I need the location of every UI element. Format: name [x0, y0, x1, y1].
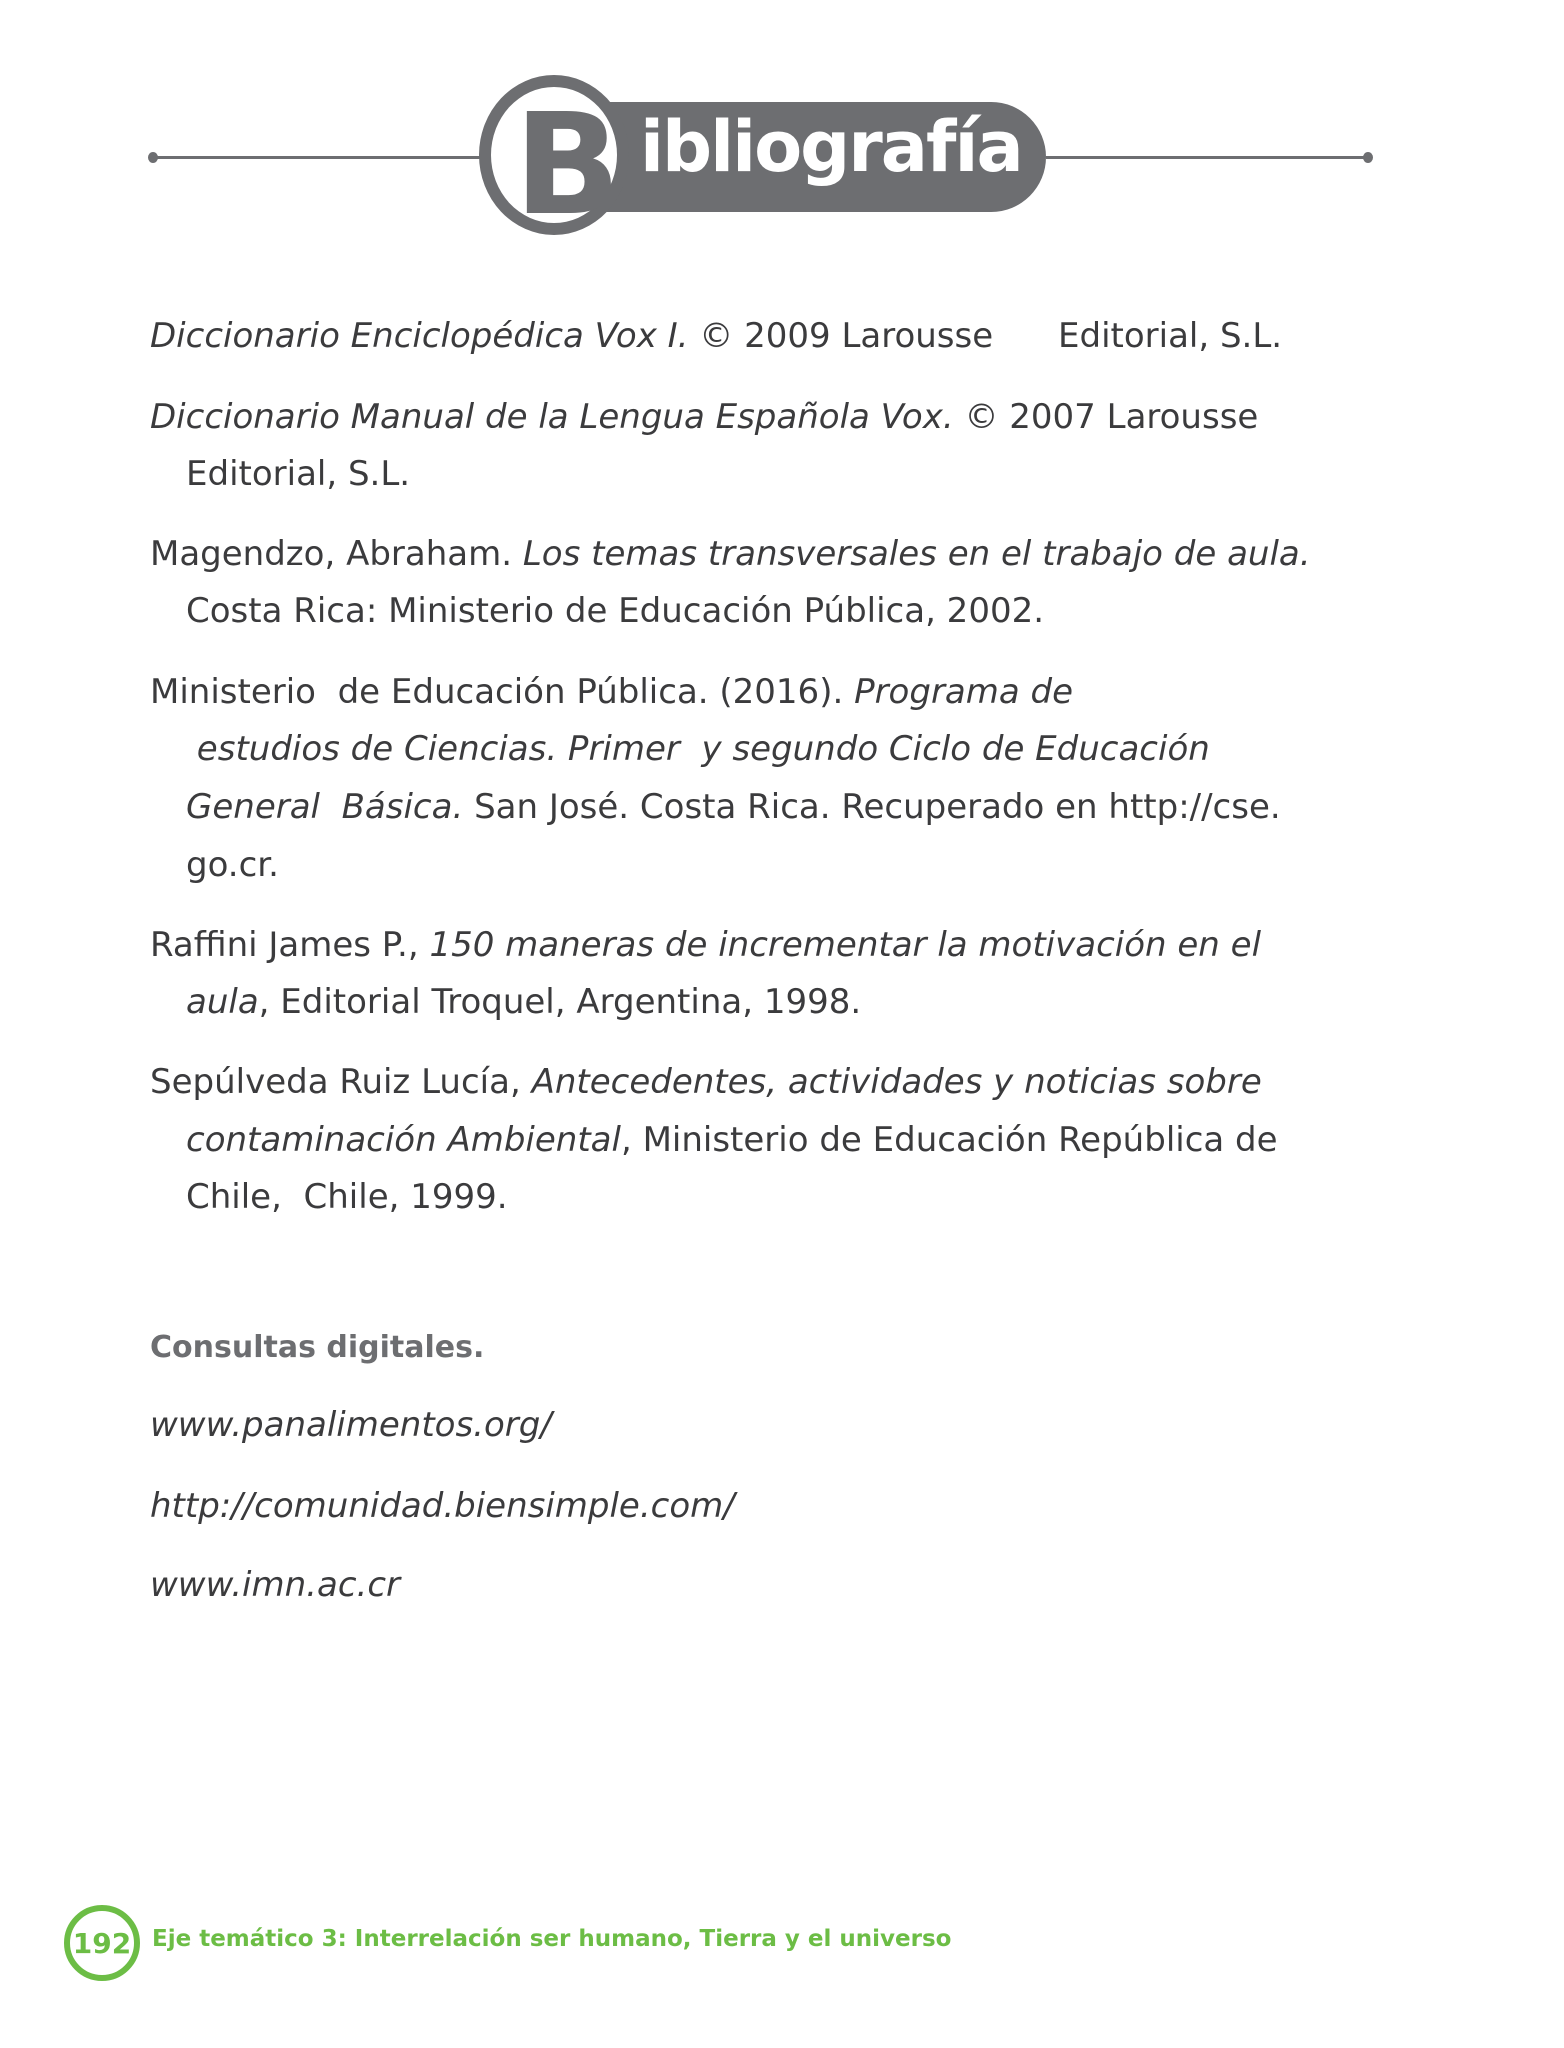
- entry-text: Ministerio de Educación Pública. (2016).: [150, 672, 855, 712]
- entry-line: [186, 589, 1044, 633]
- entry-line: [150, 314, 1282, 358]
- entry-line: [186, 727, 1210, 771]
- entry-title-text: contaminación Ambiental: [186, 1120, 621, 1160]
- entry-title-text: Diccionario Manual de la Lengua Española Vox.: [150, 397, 954, 437]
- url-link[interactable]: www.imn.ac.cr: [150, 1565, 400, 1605]
- entry-text: Chile, Chile, 1999.: [186, 1177, 508, 1217]
- entry-text: © 2007 Larousse: [953, 397, 1259, 437]
- rule-end-dot: [148, 152, 158, 163]
- header-rule-right: [1046, 156, 1368, 159]
- entry-text: , Ministerio de Educación República de: [620, 1120, 1278, 1160]
- entry-text: San José. Costa Rica. Recuperado en http://cse.: [463, 787, 1281, 827]
- page-number: 192: [64, 1905, 140, 1981]
- entry-title-text: General Básica.: [186, 787, 464, 827]
- entry-text: © 2009 Larousse Editorial, S.L.: [688, 316, 1283, 356]
- url-link[interactable]: www.panalimentos.org/: [150, 1405, 552, 1445]
- entry-text: Costa Rica: Ministerio de Educación Pública, 2002.: [186, 591, 1045, 631]
- entry-line: [150, 670, 1073, 714]
- page-title: ibliografía: [640, 106, 1022, 188]
- entry-line: [186, 980, 861, 1024]
- entry-line: [186, 452, 410, 496]
- entry-title-text: Los temas transversales en el trabajo de aula.: [522, 534, 1311, 574]
- rule-end-dot: [1363, 152, 1373, 163]
- entry-text: Editorial, S.L.: [186, 454, 411, 494]
- entry-text: Sepúlveda Ruiz Lucía,: [150, 1062, 532, 1102]
- footer-text: Eje temático 3: Interrelación ser humano, Tierra y el universo: [152, 1926, 952, 1952]
- entry-line: [186, 843, 279, 887]
- entry-title-text: estudios de Ciencias. Primer y segundo Ciclo de Educación: [186, 729, 1210, 769]
- entry-title-text: Diccionario Enciclopédica Vox I.: [150, 316, 689, 356]
- entry-line: [150, 532, 1311, 576]
- entry-line: [186, 785, 1281, 829]
- digital-heading: Consultas digitales.: [150, 1330, 485, 1365]
- entry-line: [150, 1060, 1262, 1104]
- title-initial: B: [514, 84, 621, 247]
- entry-line: [150, 923, 1261, 967]
- entry-text: Raffini James P.,: [150, 925, 430, 965]
- entry-title-text: Programa de: [854, 672, 1074, 712]
- url-link[interactable]: http://comunidad.biensimple.com/: [150, 1486, 735, 1526]
- entry-line: [150, 395, 1258, 439]
- entry-text: go.cr.: [186, 845, 279, 885]
- entry-title-text: aula: [186, 982, 259, 1022]
- entry-text: , Editorial Troquel, Argentina, 1998.: [258, 982, 862, 1022]
- entry-line: [186, 1175, 508, 1219]
- entry-line: [186, 1118, 1278, 1162]
- header-rule-left: [152, 156, 482, 159]
- entry-title-text: Antecedentes, actividades y noticias sobre: [531, 1062, 1262, 1102]
- entry-title-text: 150 maneras de incrementar la motivación en el: [429, 925, 1262, 965]
- entry-text: Magendzo, Abraham.: [150, 534, 523, 574]
